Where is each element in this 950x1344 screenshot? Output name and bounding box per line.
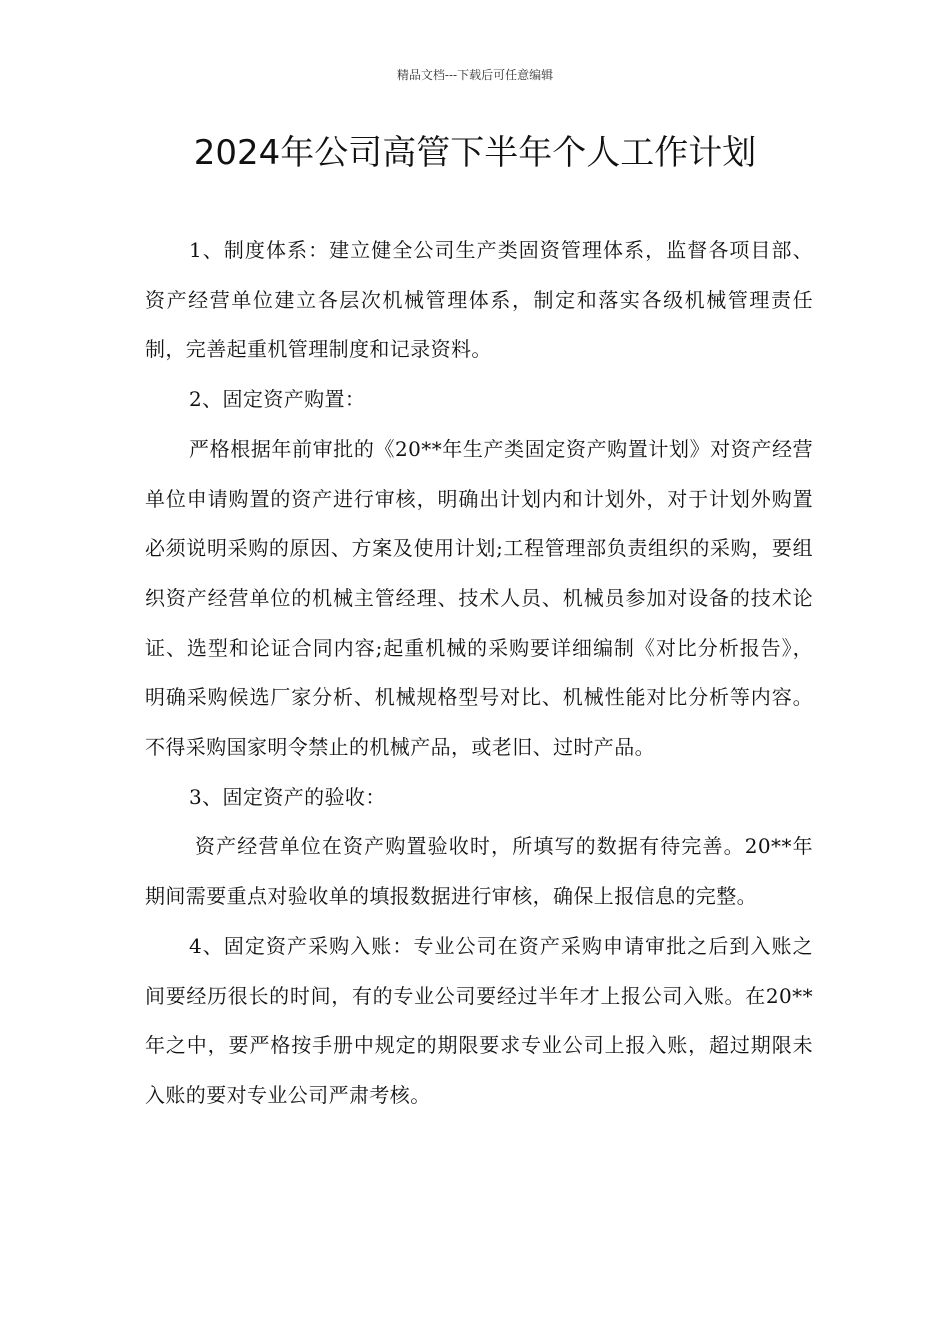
document-body [145,226,813,1121]
paragraph-asset-accounting: 4、固定资产采购入账：专业公司在资产采购申请审批之后到入账之间要经历很长的时间，有的专业公司要经过半年才上报公司入账。在20**年之中，要严格按手册中规定的期限要求专业公司上报入账，超过期限未入账的要对专业公司严肃考核。 [145,933,813,1107]
document-title: 2024年公司高管下半年个人工作计划 [193,133,757,173]
paragraph-asset-acceptance: 资产经营单位在资产购置验收时，所填写的数据有待完善。20**年期间需要重点对验收单的填报数据进行审核，确保上报信息的完整。 [145,834,813,909]
header-note: 精品文档---下载后可任意编辑 [396,68,554,82]
heading-asset-acceptance: 3、固定资产的验收： [189,784,386,809]
paragraph-asset-purchase: 严格根据年前审批的《20**年生产类固定资产购置计划》对资产经营单位申请购置的资产进行审核，明确出计划内和计划外，对于计划外购置必须说明采购的原因、方案及使用计划;工程管理部负责组织的采购，要组织资产经营单位的机械主管经理、技术人员、机械员参加对设备的技术论证、选型和论证合同内容;起重机械的采购要详细编制《对比分析报告》，明确采购候选厂家分析、机械规格型号对比、机械性能对比分析等内容。不得采购国家明令禁止的机械产品，或老旧、过时产品。 [145,436,813,760]
paragraph-institutional-system: 1、制度体系：建立健全公司生产类固资管理体系，监督各项目部、资产经营单位建立各层次机械管理体系，制定和落实各级机械管理责任制，完善起重机管理制度和记录资料。 [145,238,813,362]
heading-asset-purchase: 2、固定资产购置： [189,387,366,412]
